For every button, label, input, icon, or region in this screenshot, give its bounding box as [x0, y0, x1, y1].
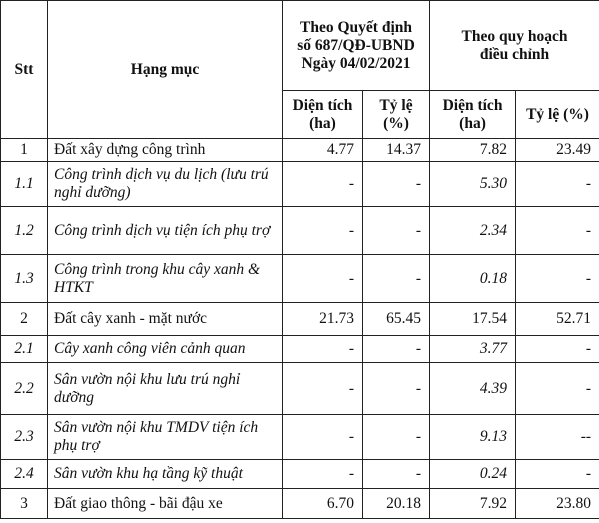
row-area-decision: -	[283, 255, 363, 303]
row-area-adjusted: 0.24	[430, 460, 516, 489]
row-ratio-decision: -	[363, 460, 430, 489]
header-area-adjusted: Diện tích (ha)	[430, 91, 516, 139]
row-stt: 1.1	[1, 162, 48, 207]
row-area-adjusted: 4.39	[430, 363, 516, 415]
row-ratio-decision: -	[363, 207, 430, 255]
row-area-decision: -	[283, 460, 363, 489]
row-name: Đất xây dựng công trình	[48, 139, 283, 162]
row-ratio-decision: 20.18	[363, 489, 430, 519]
row-ratio-adjusted: -	[516, 336, 599, 363]
row-ratio-decision: -	[363, 255, 430, 303]
row-stt: 2.4	[1, 460, 48, 489]
row-area-decision: -	[283, 363, 363, 415]
header-category: Hạng mục	[48, 1, 283, 139]
row-stt: 3	[1, 489, 48, 519]
row-area-adjusted: 7.82	[430, 139, 516, 162]
row-ratio-decision: -	[363, 363, 430, 415]
row-area-adjusted: 5.30	[430, 162, 516, 207]
row-stt: 2.3	[1, 415, 48, 460]
row-area-adjusted: 9.13	[430, 415, 516, 460]
row-ratio-adjusted: -	[516, 207, 599, 255]
row-ratio-adjusted: 23.49	[516, 139, 599, 162]
row-stt: 2.2	[1, 363, 48, 415]
row-ratio-adjusted: -	[516, 255, 599, 303]
row-ratio-adjusted: --	[516, 415, 599, 460]
row-stt: 1.3	[1, 255, 48, 303]
header-ratio-adjusted: Tỷ lệ (%)	[516, 91, 599, 139]
row-area-adjusted: 0.18	[430, 255, 516, 303]
row-area-decision: 21.73	[283, 303, 363, 336]
row-stt: 2.1	[1, 336, 48, 363]
header-adjusted-plan-group: Theo quy hoạch điều chỉnh	[430, 1, 599, 91]
row-area-decision: 6.70	[283, 489, 363, 519]
row-ratio-adjusted: 52.71	[516, 303, 599, 336]
row-ratio-adjusted: -	[516, 363, 599, 415]
header-area-decision: Diện tích (ha)	[283, 91, 363, 139]
row-name: Cây xanh công viên cảnh quan	[48, 336, 283, 363]
row-ratio-decision: 14.37	[363, 139, 430, 162]
row-stt: 2	[1, 303, 48, 336]
row-area-decision: -	[283, 336, 363, 363]
row-ratio-decision: -	[363, 415, 430, 460]
row-area-adjusted: 17.54	[430, 303, 516, 336]
row-area-adjusted: 7.92	[430, 489, 516, 519]
row-ratio-adjusted: 23.80	[516, 489, 599, 519]
header-ratio-decision: Tỷ lệ (%)	[363, 91, 430, 139]
row-name: Công trình dịch vụ du lịch (lưu trú nghỉ dưỡng)	[48, 162, 283, 207]
row-stt: 1	[1, 139, 48, 162]
row-area-decision: -	[283, 162, 363, 207]
row-area-decision: -	[283, 415, 363, 460]
row-ratio-adjusted: -	[516, 162, 599, 207]
row-ratio-decision: -	[363, 162, 430, 207]
row-name: Công trình trong khu cây xanh & HTKT	[48, 255, 283, 303]
row-area-adjusted: 3.77	[430, 336, 516, 363]
row-area-adjusted: 2.34	[430, 207, 516, 255]
row-name: Sân vườn khu hạ tầng kỹ thuật	[48, 460, 283, 489]
row-ratio-adjusted: -	[516, 460, 599, 489]
row-ratio-decision: -	[363, 336, 430, 363]
row-ratio-decision: 65.45	[363, 303, 430, 336]
row-stt: 1.2	[1, 207, 48, 255]
row-name: Sân vườn nội khu lưu trú nghỉ dưỡng	[48, 363, 283, 415]
row-name: Đất cây xanh - mặt nước	[48, 303, 283, 336]
row-area-decision: 4.77	[283, 139, 363, 162]
header-stt: Stt	[1, 1, 48, 139]
row-name: Sân vườn nội khu TMDV tiện ích phụ trợ	[48, 415, 283, 460]
row-area-decision: -	[283, 207, 363, 255]
row-name: Công trình dịch vụ tiện ích phụ trợ	[48, 207, 283, 255]
row-name: Đất giao thông - bãi đậu xe	[48, 489, 283, 519]
header-decision-group: Theo Quyết định số 687/QĐ-UBND Ngày 04/02/2021	[283, 1, 430, 91]
